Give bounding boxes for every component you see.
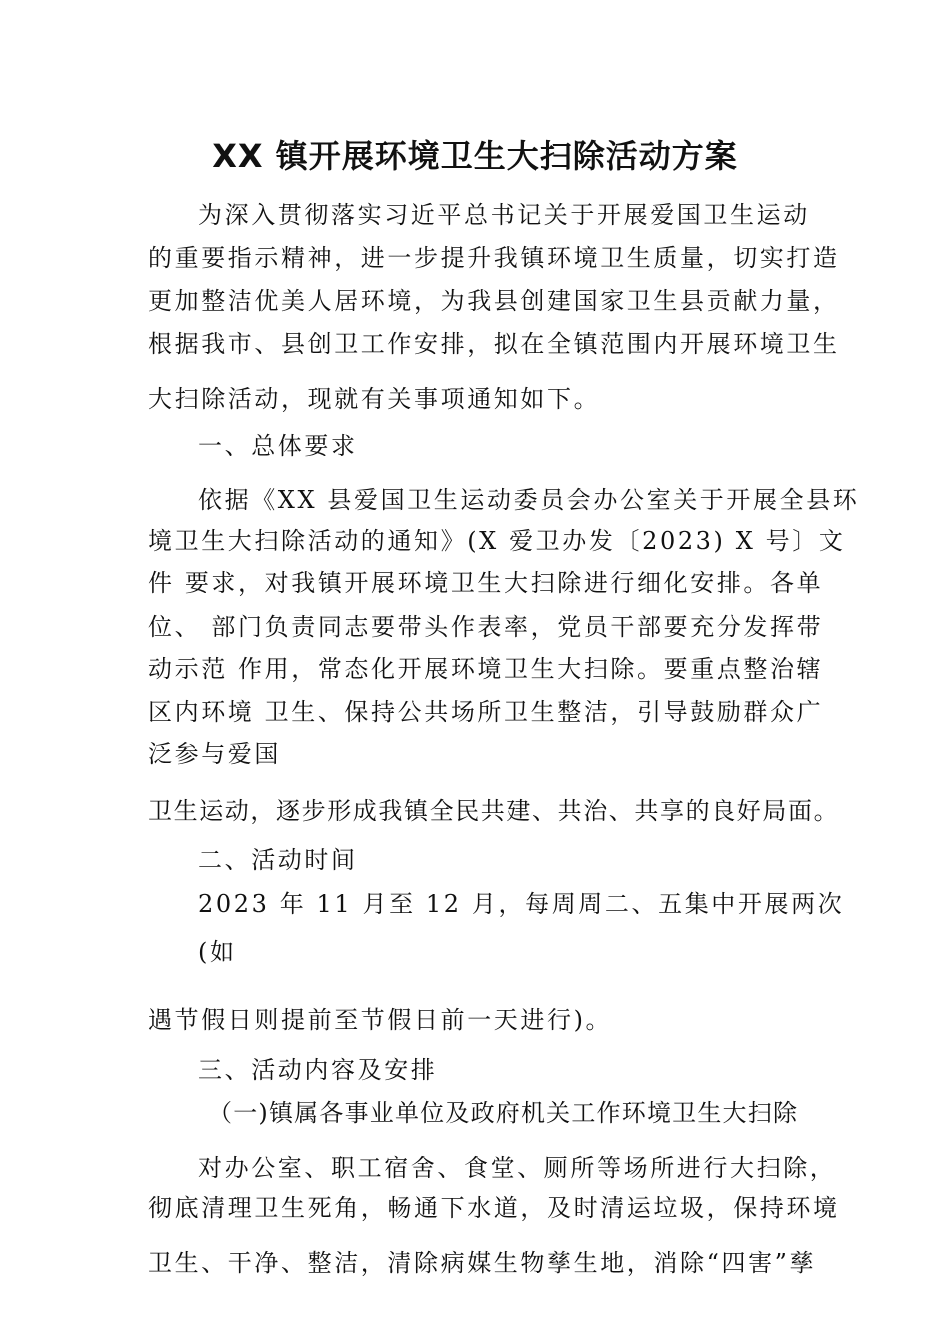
paragraph-line: 件 要求，对我镇开展环境卫生大扫除进行细化安排。各单 (148, 569, 824, 597)
paragraph-line: 依据《XX 县爱国卫生运动委员会办公室关于开展全县环 (198, 486, 860, 514)
paragraph-line: 区内环境 卫生、保持公共场所卫生整洁，引导鼓励群众广 (148, 698, 824, 726)
paragraph-line: 遇节假日则提前至节假日前一天进行)。 (148, 1006, 613, 1034)
subsection-heading: （一)镇属各事业单位及政府机关工作环境卫生大扫除 (208, 1099, 799, 1127)
paragraph-line: 为深入贯彻落实习近平总书记关于开展爱国卫生运动 (198, 201, 810, 229)
paragraph-line: 对办公室、职工宿舍、食堂、厕所等场所进行大扫除， (198, 1154, 837, 1182)
paragraph-line: 根据我市、县创卫工作安排，拟在全镇范围内开展环境卫生 (148, 330, 840, 358)
paragraph-line: 彻底清理卫生死角，畅通下水道，及时清运垃圾，保持环境 (148, 1194, 840, 1222)
paragraph-line: 卫生、干净、整洁，清除病媒生物孳生地，消除“四害”孳 (148, 1249, 817, 1277)
section-heading: 二、活动时间 (198, 846, 358, 874)
section-heading: 三、活动内容及安排 (198, 1056, 438, 1084)
paragraph-line: 境卫生大扫除活动的通知》(X 爱卫办发〔2023) X 号〕文 (148, 527, 846, 555)
paragraph-line: 2023 年 11 月至 12 月，每周周二、五集中开展两次 (198, 890, 845, 918)
paragraph-line: 大扫除活动，现就有关事项通知如下。 (148, 385, 601, 413)
paragraph-line: 更加整洁优美人居环境，为我县创建国家卫生县贡献力量， (148, 287, 840, 315)
paragraph-line: 的重要指示精神，进一步提升我镇环境卫生质量，切实打造 (148, 244, 840, 272)
paragraph-line: 卫生运动，逐步形成我镇全民共建、共治、共享的良好局面。 (148, 797, 840, 825)
paragraph-line: 位、 部门负责同志要带头作表率，党员干部要充分发挥带 (148, 613, 824, 641)
section-heading: 一、总体要求 (198, 432, 358, 460)
document-title: XX 镇开展环境卫生大扫除活动方案 (212, 137, 738, 175)
paragraph-line: 动示范 作用，常态化开展环境卫生大扫除。要重点整治辖 (148, 655, 824, 683)
paragraph-line: 泛参与爱国 (148, 740, 281, 768)
paragraph-line: (如 (198, 938, 237, 966)
